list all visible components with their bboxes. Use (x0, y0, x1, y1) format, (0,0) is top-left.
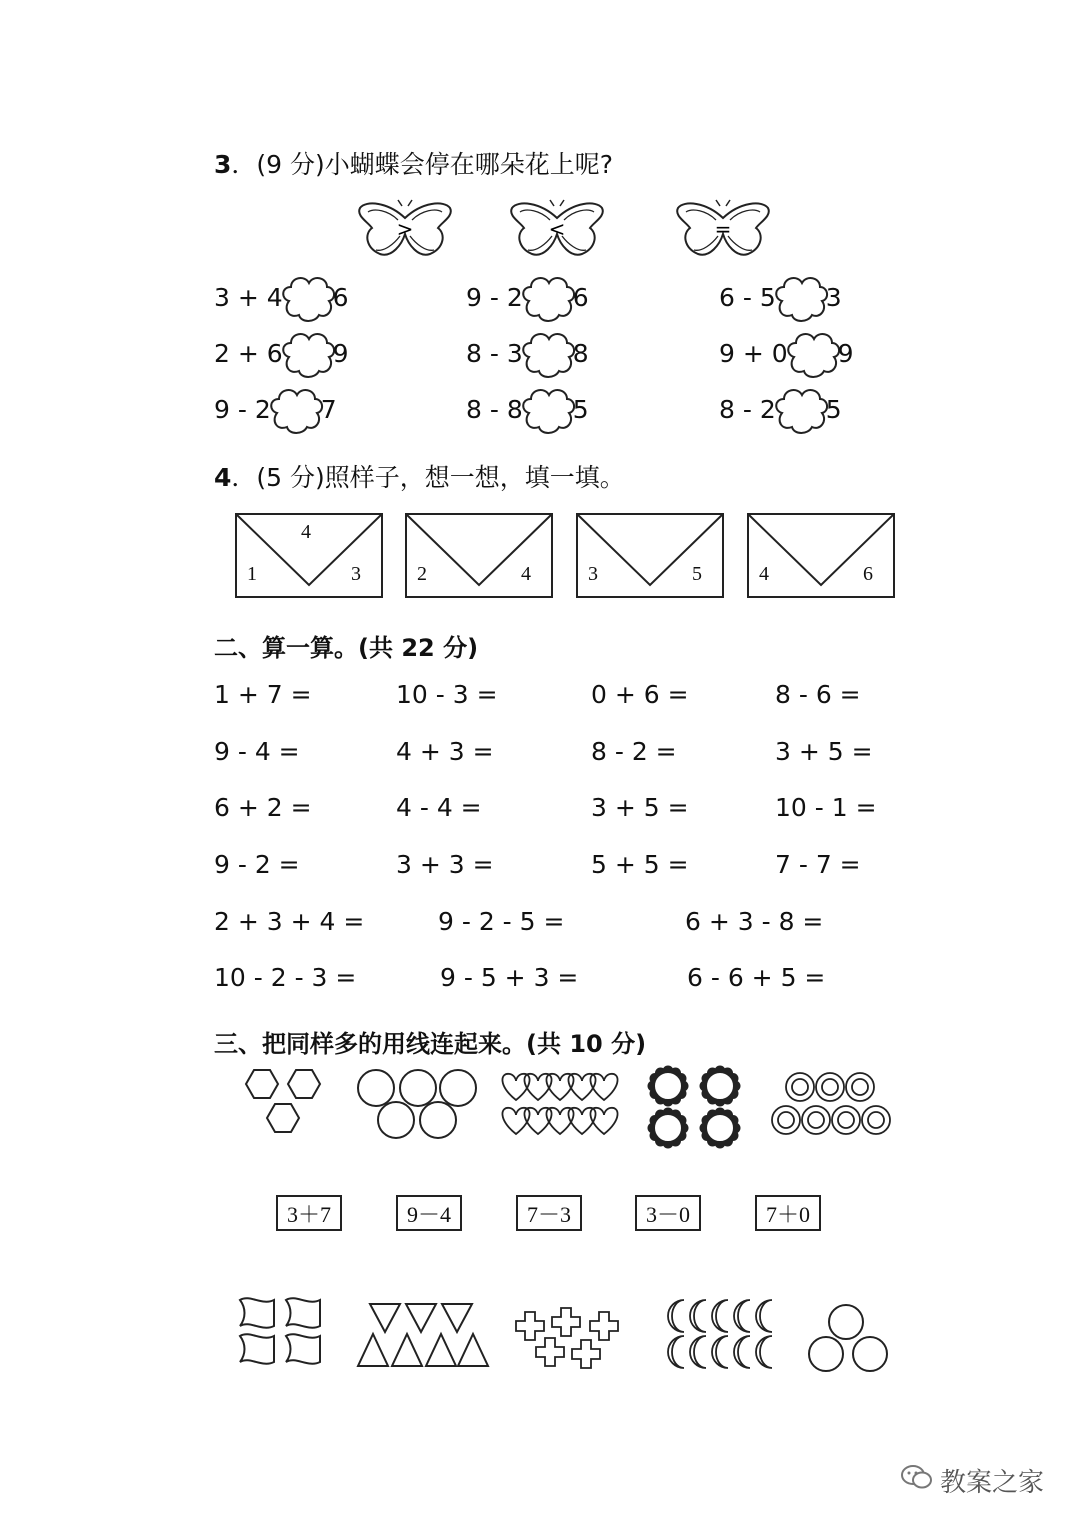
double-circle-icon (772, 1106, 800, 1134)
triangle-icon (358, 1334, 388, 1366)
wechat-icon (900, 1463, 934, 1498)
compare-right: 9 (332, 339, 349, 368)
butterfly-icon (511, 200, 603, 255)
calc-expression: 9 - 4 = (214, 737, 300, 766)
flower-compare-item (719, 395, 842, 424)
calc-expression: 6 + 3 - 8 = (685, 907, 824, 936)
flag-icon (240, 1334, 274, 1363)
q4-heading (214, 458, 625, 494)
double-circle-group (772, 1073, 890, 1134)
flower-compare-item (214, 339, 349, 368)
double-circle-icon (786, 1073, 814, 1101)
watermark (900, 1462, 1044, 1499)
section3-title: 三、把同样多的用线连起来。(共 10 分) (214, 1030, 647, 1058)
circle-icon (853, 1337, 887, 1371)
calc-expression: 3 + 3 = (396, 850, 494, 879)
calc-expression: 6 + 2 = (214, 793, 312, 822)
calc-expression: 8 - 2 = (591, 737, 677, 766)
envelope-right: 6 (863, 563, 873, 585)
calc-expression: 10 - 1 = (775, 793, 877, 822)
calc-expression: 4 + 3 = (396, 737, 494, 766)
expression-box[interactable]: 7－3 (516, 1195, 582, 1231)
crescent-icon (756, 1336, 772, 1368)
calc-expression: 9 - 2 - 5 = (438, 907, 565, 936)
envelope (747, 513, 895, 598)
circle-icon (829, 1305, 863, 1339)
triangle-icon (370, 1304, 400, 1332)
flower-compare-item (466, 339, 589, 368)
q4-number: 4 (214, 463, 232, 492)
cross-icon (536, 1338, 564, 1366)
crescent-icon (712, 1300, 728, 1332)
envelope-left: 1 (247, 563, 257, 585)
double-circle-icon (846, 1073, 874, 1101)
compare-left: 3 + 4 (214, 283, 283, 312)
double-circle-icon (862, 1106, 890, 1134)
envelope-left: 4 (759, 563, 769, 585)
butterfly-sign: < (548, 217, 566, 241)
flower-blank-icon[interactable] (279, 329, 337, 379)
flower-ring-icon (700, 1108, 741, 1149)
triangle-icon (458, 1334, 488, 1366)
crescent-group (668, 1300, 772, 1368)
circle-icon (400, 1070, 436, 1106)
crescent-icon (690, 1300, 706, 1332)
envelope (405, 513, 553, 598)
flower-compare-item (719, 339, 854, 368)
compare-right: 6 (572, 283, 589, 312)
circle-icon (378, 1102, 414, 1138)
compare-left: 8 - 2 (719, 395, 776, 424)
calc-expression: 8 - 6 = (775, 680, 861, 709)
flag-group (240, 1298, 320, 1363)
crescent-icon (690, 1336, 706, 1368)
flower-blank-icon[interactable] (267, 385, 325, 435)
envelope (576, 513, 724, 598)
top-shape-groups (230, 1062, 910, 1152)
butterfly-sign: = (714, 217, 732, 241)
circle-icon (420, 1102, 456, 1138)
circle-group (358, 1070, 476, 1138)
compare-left: 6 - 5 (719, 283, 776, 312)
q3-number: 3 (214, 150, 232, 179)
compare-left: 9 - 2 (466, 283, 523, 312)
flower-blank-icon[interactable] (784, 329, 842, 379)
section2-title: 二、算一算。(共 22 分) (214, 634, 479, 662)
circle-icon (809, 1337, 843, 1371)
double-circle-icon (802, 1106, 830, 1134)
calc-expression: 6 - 6 + 5 = (687, 963, 826, 992)
triangle-group (358, 1304, 488, 1366)
flag-icon (286, 1334, 320, 1363)
flower-compare-item (719, 283, 842, 312)
butterfly-icon (677, 200, 769, 255)
cross-icon (552, 1308, 580, 1336)
expression-box[interactable]: 3－0 (635, 1195, 701, 1231)
hexagon-icon (267, 1104, 299, 1132)
compare-right: 7 (320, 395, 337, 424)
compare-right: 5 (572, 395, 589, 424)
flower-group (648, 1066, 741, 1149)
compare-right: 3 (825, 283, 842, 312)
circle-icon (440, 1070, 476, 1106)
flower-blank-icon[interactable] (279, 273, 337, 323)
q3-heading (214, 145, 613, 181)
triangle-icon (392, 1334, 422, 1366)
circle-icon (358, 1070, 394, 1106)
flower-compare-item (466, 283, 589, 312)
compare-left: 9 + 0 (719, 339, 788, 368)
q3-title: ．(9 分)小蝴蝶会停在哪朵花上呢? (231, 150, 614, 179)
calc-expression: 1 + 7 = (214, 680, 312, 709)
crescent-icon (734, 1336, 750, 1368)
compare-right: 9 (837, 339, 854, 368)
crescent-icon (756, 1300, 772, 1332)
hexagon-icon (246, 1070, 278, 1098)
calc-expression: 10 - 2 - 3 = (214, 963, 357, 992)
flower-ring-icon (648, 1108, 689, 1149)
double-circle-icon (816, 1073, 844, 1101)
calc-expression: 3 + 5 = (775, 737, 873, 766)
envelope-top: 4 (301, 521, 311, 543)
calc-expression: 9 - 5 + 3 = (440, 963, 579, 992)
hexagon-group (246, 1070, 320, 1132)
expression-box[interactable]: 7＋0 (755, 1195, 821, 1231)
flower-blank-icon[interactable] (519, 329, 577, 379)
flower-blank-icon[interactable] (772, 273, 830, 323)
triangle-icon (406, 1304, 436, 1332)
compare-left: 8 - 8 (466, 395, 523, 424)
expression-box[interactable]: 9－4 (396, 1195, 462, 1231)
bottom-shape-groups (230, 1290, 910, 1380)
calc-expression: 10 - 3 = (396, 680, 498, 709)
flag-icon (240, 1298, 274, 1327)
crescent-icon (668, 1300, 684, 1332)
calc-expression: 4 - 4 = (396, 793, 482, 822)
compare-left: 9 - 2 (214, 395, 271, 424)
heart-group (502, 1074, 617, 1134)
envelope (235, 513, 383, 598)
flower-ring-icon (700, 1066, 741, 1107)
crescent-icon (734, 1300, 750, 1332)
butterflies-row (340, 195, 800, 265)
compare-right: 8 (572, 339, 589, 368)
flower-compare-item (214, 395, 337, 424)
circle-group (809, 1305, 887, 1371)
flag-icon (286, 1298, 320, 1327)
cross-icon (590, 1312, 618, 1340)
envelope-left: 2 (417, 563, 427, 585)
calc-expression: 5 + 5 = (591, 850, 689, 879)
calc-expression: 9 - 2 = (214, 850, 300, 879)
triangle-icon (426, 1334, 456, 1366)
calc-expression: 3 + 5 = (591, 793, 689, 822)
calc-expression: 0 + 6 = (591, 680, 689, 709)
envelope-right: 5 (692, 563, 702, 585)
compare-right: 5 (825, 395, 842, 424)
flower-blank-icon[interactable] (772, 385, 830, 435)
flower-compare-item (466, 395, 589, 424)
watermark-text: 教案之家 (940, 1468, 1045, 1498)
compare-left: 2 + 6 (214, 339, 283, 368)
compare-right: 6 (332, 283, 349, 312)
compare-left: 8 - 3 (466, 339, 523, 368)
q4-title: ．(5 分)照样子，想一想，填一填。 (231, 463, 625, 492)
triangle-icon (442, 1304, 472, 1332)
cross-icon (572, 1340, 600, 1368)
flower-ring-icon (648, 1066, 689, 1107)
crescent-icon (712, 1336, 728, 1368)
flower-blank-icon[interactable] (519, 385, 577, 435)
calc-expression: 2 + 3 + 4 = (214, 907, 365, 936)
envelope-right: 3 (351, 563, 361, 585)
flower-blank-icon[interactable] (519, 273, 577, 323)
butterfly-sign: > (396, 217, 414, 241)
flower-compare-item (214, 283, 349, 312)
envelope-left: 3 (588, 563, 598, 585)
hexagon-icon (288, 1070, 320, 1098)
envelope-right: 4 (521, 563, 531, 585)
crescent-icon (668, 1336, 684, 1368)
expression-box[interactable]: 3＋7 (276, 1195, 342, 1231)
cross-icon (516, 1312, 544, 1340)
calc-expression: 7 - 7 = (775, 850, 861, 879)
butterfly-icon (359, 200, 451, 255)
double-circle-icon (832, 1106, 860, 1134)
cross-group (516, 1308, 618, 1368)
